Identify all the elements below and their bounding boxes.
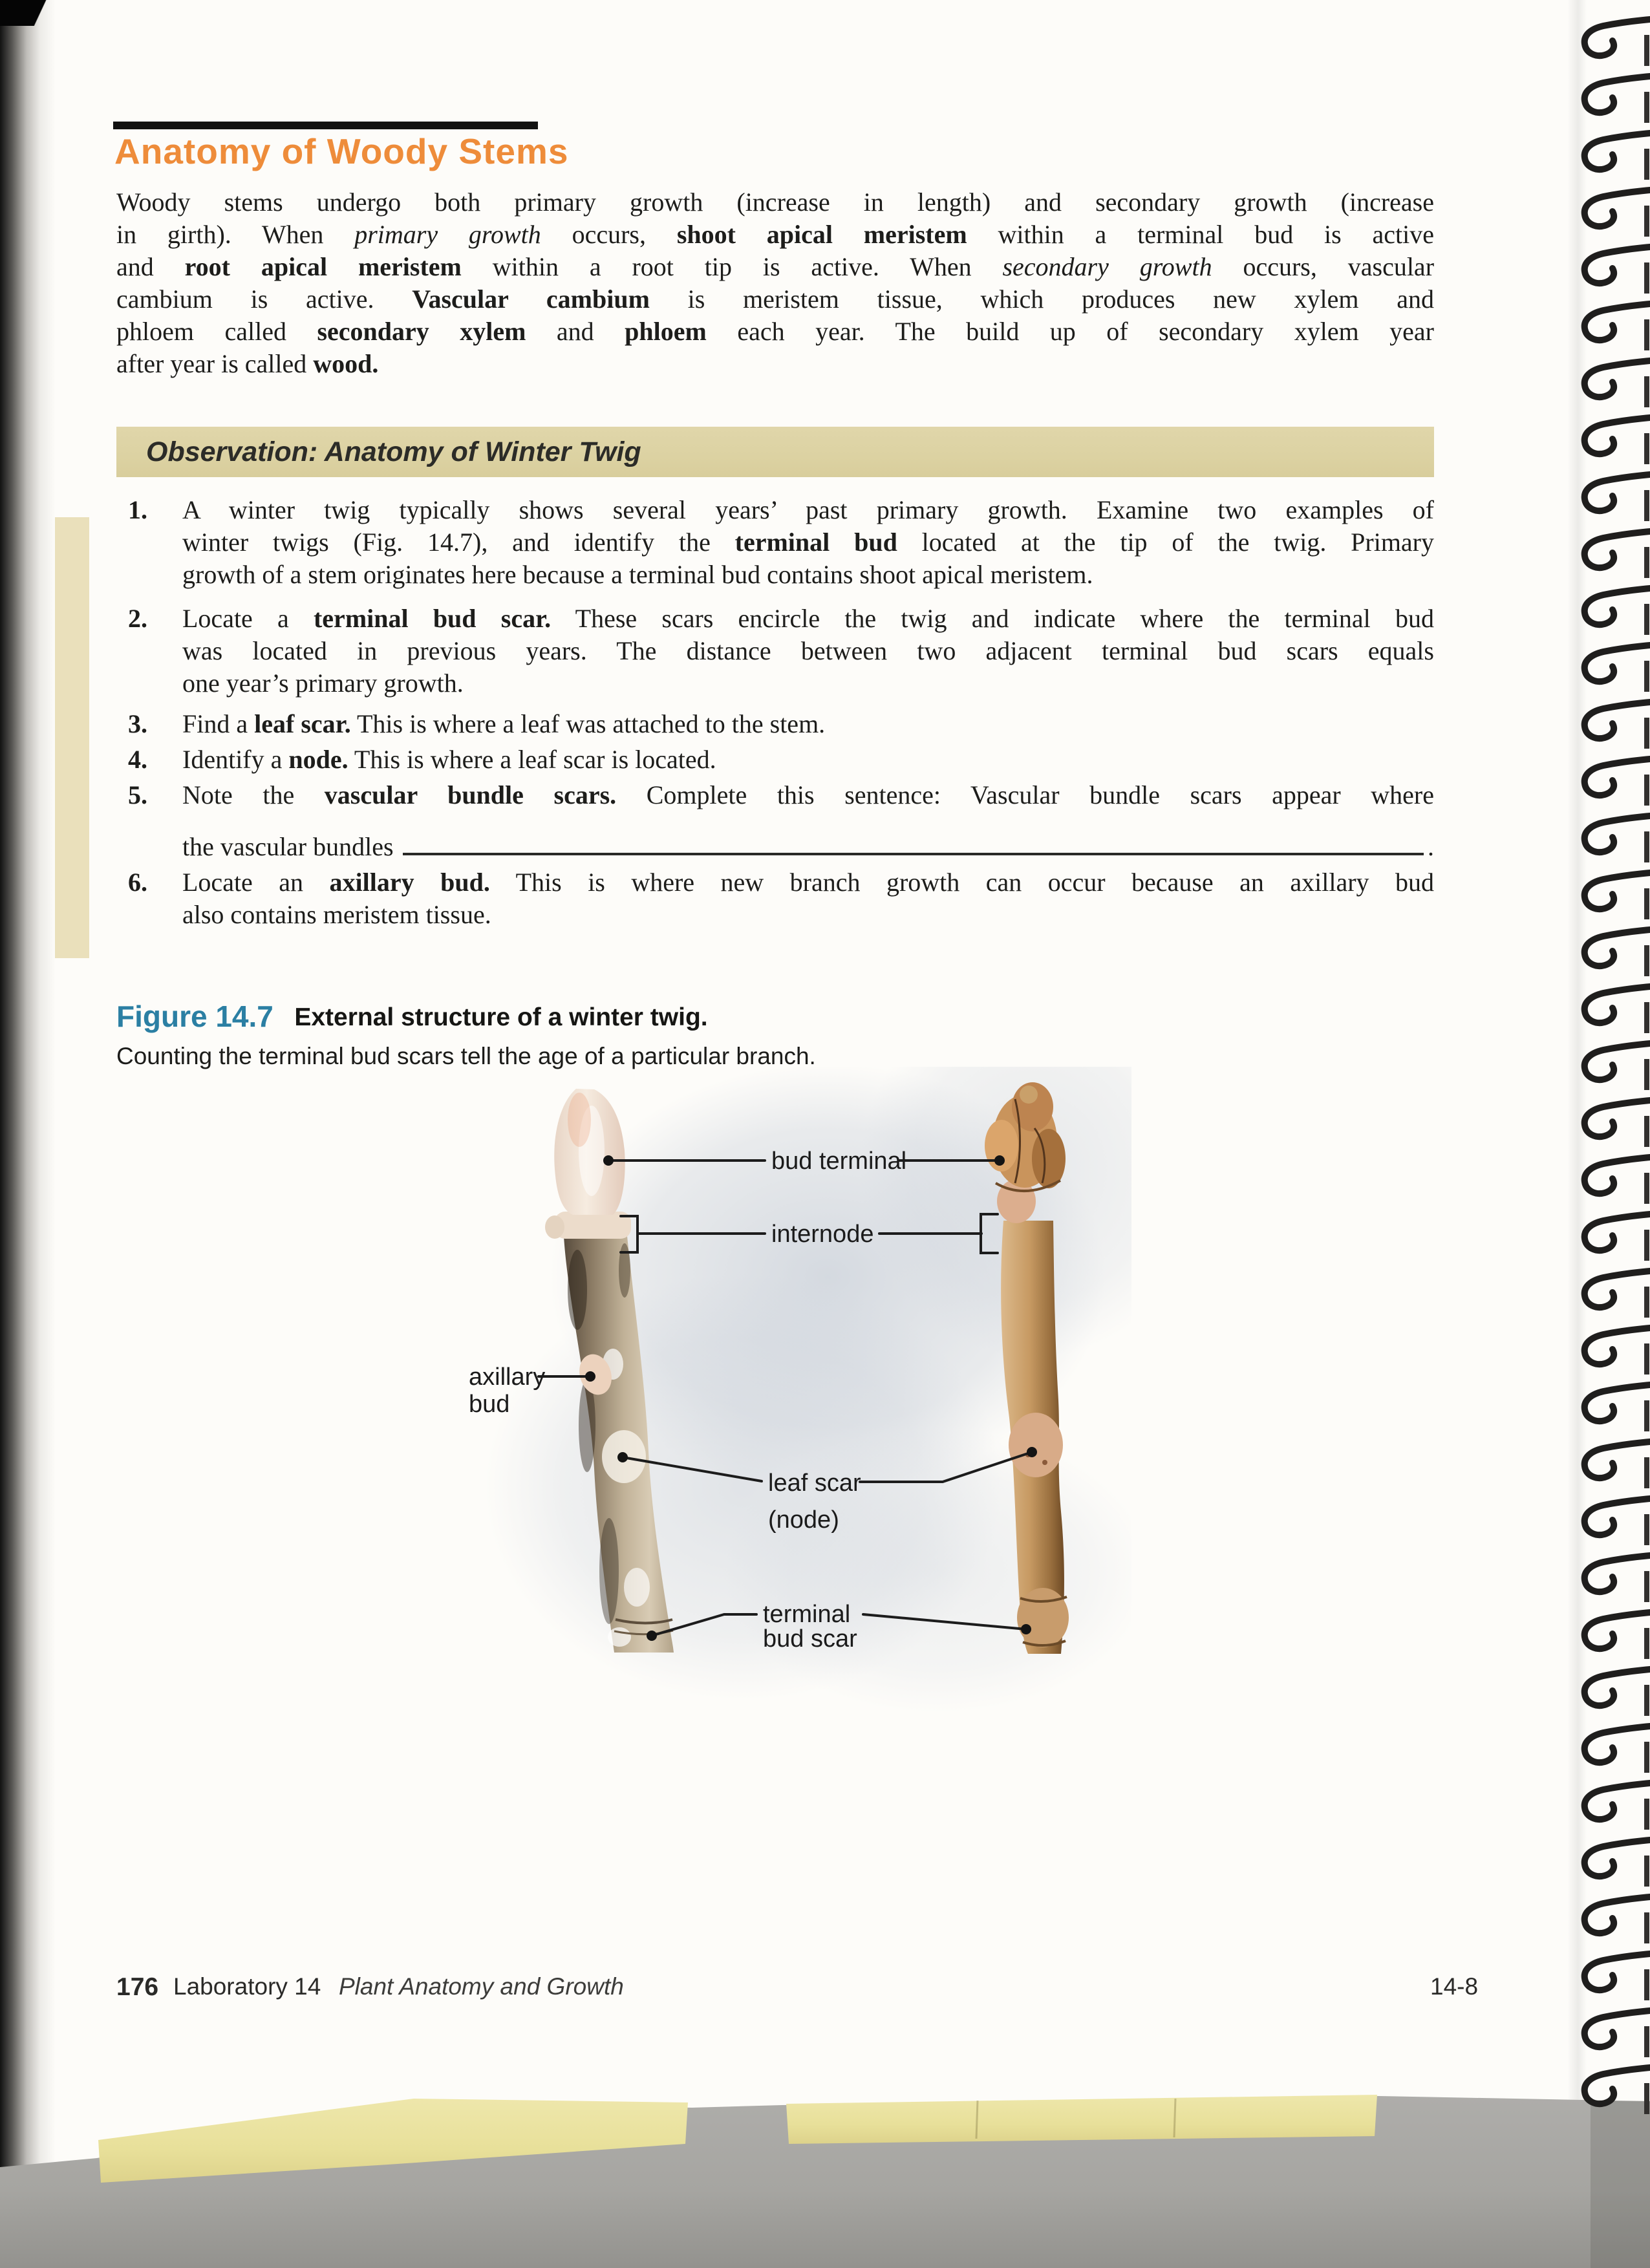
step-number: 6. — [128, 868, 147, 897]
footer-lab-title: Plant Anatomy and Growth — [339, 1973, 624, 2000]
text-line: Woody stems undergo both primary growth (increase in length) and secondary growth (increase — [116, 187, 1434, 217]
spiral-coil — [1585, 1100, 1650, 1137]
spiral-coil — [1585, 588, 1650, 625]
winter-twig-figure — [420, 1067, 1131, 1713]
spiral-coil — [1585, 247, 1650, 283]
observation-title: Observation: Anatomy of Winter Twig — [146, 436, 641, 467]
step-number: 2. — [128, 604, 147, 633]
leaf-scar-detail-right — [1009, 1413, 1063, 1477]
step-text — [182, 866, 1434, 931]
label-terminal: terminal — [763, 1601, 851, 1628]
text-line: growth of a stem originates here because a terminal bud contains shoot apical meristem. — [182, 560, 1093, 589]
spiral-coil — [1585, 1385, 1650, 1421]
text-line: Identify a node. This is where a leaf scar is located. — [182, 745, 716, 774]
label-terminal-bud-scar: bud scar — [763, 1625, 857, 1653]
spiral-coil — [1585, 304, 1650, 340]
spiral-coil — [1585, 133, 1650, 169]
text-line: Find a leaf scar. This is where a leaf was attached to the stem. — [182, 709, 826, 738]
spiral-coil — [1585, 1556, 1650, 1592]
text-line: Note the vascular bundle scars. Complete this sentence: Vascular bundle scars appear where — [182, 780, 1435, 809]
spiral-coil — [1585, 1043, 1650, 1080]
spiral-coil — [1585, 816, 1650, 852]
text-line: A winter twig typically shows several years’ past primary growth. Examine two examples of — [182, 495, 1434, 524]
text-line: was located in previous years. The distance between two adjacent terminal bud scars equals — [182, 636, 1434, 665]
section-heading: Anatomy of Woody Stems — [114, 131, 569, 171]
spiral-coil — [1585, 1271, 1650, 1307]
step-number: 4. — [128, 745, 147, 774]
spiral-coil — [1585, 361, 1650, 397]
footer-lab-number: Laboratory 14 — [173, 1973, 321, 2000]
step-text — [182, 744, 1434, 776]
margin-highlight-bar — [55, 517, 89, 958]
fill-in-blank-row — [182, 831, 1434, 863]
spiral-coil — [1585, 1328, 1650, 1364]
fill-in-prefix: the vascular bundles — [182, 832, 394, 861]
page-footer — [0, 1973, 1650, 2012]
figure-subtitle: Counting the terminal bud scars tell the age of a particular branch. — [116, 1043, 816, 1069]
label-internode: internode — [771, 1221, 874, 1248]
text-line: also contains meristem tissue. — [182, 900, 491, 929]
label-axillary-bud: bud — [469, 1391, 510, 1418]
step-item-1 — [116, 494, 1434, 591]
spiral-coil — [1585, 531, 1650, 568]
step-text — [182, 708, 1434, 740]
footer-page-ref: 14-8 — [1430, 1973, 1479, 2000]
figure-caption — [116, 999, 816, 1070]
step-number: 5. — [128, 780, 147, 809]
text-line: in girth). When primary growth occurs, shoot apical meristem within a terminal bud is active — [116, 220, 1435, 249]
label-leaf-scar: leaf scar — [768, 1470, 861, 1497]
spiral-coil — [1585, 19, 1650, 56]
footer-page-number: 176 — [116, 1973, 159, 2001]
spiral-coil — [1585, 1897, 1650, 1933]
step-item-4 — [116, 744, 1434, 776]
spiral-coil — [1585, 1783, 1650, 1819]
spiral-coil — [1585, 2011, 1650, 2047]
text-line: and root apical meristem within a root tip is active. When secondary growth occurs, vascular — [116, 252, 1435, 281]
figure-number: Figure 14.7 — [116, 1000, 273, 1033]
spiral-coil — [1585, 1499, 1650, 1535]
spiral-coil — [1585, 2068, 1650, 2104]
spiral-coil — [1585, 930, 1650, 966]
spiral-coil — [1585, 1669, 1650, 1706]
spiral-coil — [1585, 987, 1650, 1023]
observation-header-bar — [116, 427, 1434, 477]
spiral-coil — [1585, 475, 1650, 511]
spiral-coil — [1585, 1214, 1650, 1250]
step-number: 1. — [128, 495, 147, 524]
spiral-coil — [1585, 1157, 1650, 1193]
scan-left-edge-shadow — [0, 0, 56, 2268]
tape-right — [786, 2095, 1377, 2144]
label-leaf-scar-node: (node) — [768, 1506, 839, 1534]
intro-paragraph — [116, 186, 1434, 380]
spiral-coil — [1585, 759, 1650, 795]
text-line: cambium is active. Vascular cambium is meristem tissue, which produces new xylem and — [116, 284, 1434, 314]
step-item-3 — [116, 708, 1434, 740]
label-bud-terminal: bud terminal — [771, 1148, 907, 1175]
scan-corner-mark — [0, 0, 71, 26]
step-text — [182, 779, 1434, 811]
step-item-2 — [116, 603, 1434, 700]
spiral-coil — [1585, 1442, 1650, 1478]
spiral-coil — [1585, 702, 1650, 738]
step-item-6 — [116, 866, 1434, 931]
text-line: one year’s primary growth. — [182, 669, 464, 698]
spiral-coil — [1585, 76, 1650, 112]
step-text — [182, 603, 1434, 700]
spiral-coil — [1585, 190, 1650, 226]
text-line: Locate an axillary bud. This is where new branch growth can occur because an axillary bud — [182, 868, 1434, 897]
figure-title: External structure of a winter twig. — [294, 1003, 708, 1031]
spiral-coil — [1585, 645, 1650, 681]
text-line: after year is called wood. — [116, 349, 379, 378]
text-line: phloem called secondary xylem and phloem each year. The build up of secondary xylem year — [116, 317, 1435, 346]
spiral-coil — [1585, 1612, 1650, 1649]
scan-bottom-area — [0, 2069, 1650, 2268]
spiral-binding — [1552, 0, 1650, 2268]
section-rule — [113, 122, 538, 129]
text-line: winter twigs (Fig. 14.7), and identify the terminal bud located at the tip of the twig. Primary — [182, 528, 1434, 557]
spiral-coil — [1585, 1954, 1650, 1990]
label-axillary: axillary — [469, 1364, 546, 1391]
text-line: Locate a terminal bud scar. These scars encircle the twig and indicate where the terminal bud — [182, 604, 1434, 633]
step-item-5 — [116, 779, 1434, 811]
fill-in-suffix: . — [1428, 832, 1434, 861]
spiral-coil — [1585, 873, 1650, 909]
fill-in-blank-line — [403, 852, 1424, 855]
spiral-coil — [1585, 1840, 1650, 1876]
step-text — [182, 494, 1434, 591]
spiral-coil — [1585, 418, 1650, 454]
step-number: 3. — [128, 709, 147, 738]
spiral-coil — [1585, 1726, 1650, 1762]
